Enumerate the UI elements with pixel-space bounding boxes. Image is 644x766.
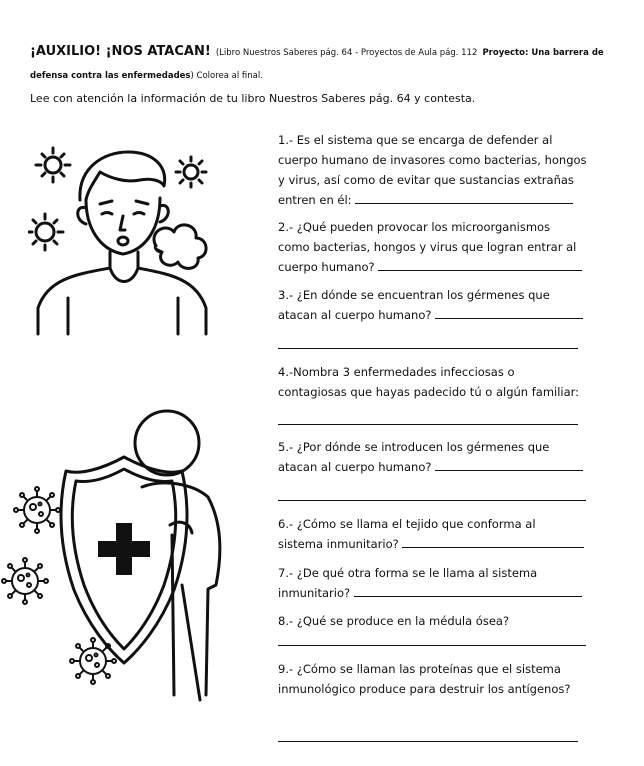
germ-icon <box>28 214 63 250</box>
instructions: Lee con atención la información de tu libro Nuestros Saberes pág. 64 y contesta. <box>30 92 476 105</box>
question-9: 9.- ¿Cómo se llaman las proteínas que el sistema inmunológico produce para destruir los antígenos? <box>278 662 571 696</box>
germ-icon <box>36 148 70 182</box>
germ-icon <box>176 157 206 187</box>
virus-icon <box>12 485 62 535</box>
answer-line-9[interactable] <box>278 741 578 742</box>
book-reference: (Libro Nuestros Saberes pág. 64 - Proyectos de Aula pág. 112 <box>215 48 478 58</box>
question-2: 2.- ¿Qué pueden provocar los microorganismos como bacterias, hongos y virus que logran entrar al cuerpo humano? <box>278 217 598 277</box>
question-7: 7.- ¿De qué otra forma se le llama al sistema inmunitario? <box>278 563 598 603</box>
question-5: 5.- ¿Por dónde se introducen los gérmenes que atacan al cuerpo humano? <box>278 437 598 477</box>
sick-person-icon <box>28 138 218 338</box>
worksheet-title: ¡AUXILIO! ¡NOS ATACAN! <box>30 44 211 59</box>
answer-line-1[interactable] <box>355 191 573 204</box>
answer-line-5b[interactable] <box>278 500 586 501</box>
answer-line-3b[interactable] <box>278 348 578 349</box>
question-1: 1.- Es el sistema que se encarga de defender al cuerpo humano de invasores como bacterias, hongos y virus, así como de evitar que sustancias extrañas entren en él: <box>278 133 587 207</box>
question-8: 8.- ¿Qué se produce en la médula ósea? <box>278 614 510 628</box>
answer-line-4[interactable] <box>278 424 578 425</box>
answer-line-7[interactable] <box>354 584 582 597</box>
answer-line-5[interactable] <box>435 458 583 471</box>
answer-line-6[interactable] <box>402 535 584 548</box>
question-4: 4.-Nombra 3 enfermedades infecciosas o contagiosas que hayas padecido tú o algún familiar: <box>278 365 580 399</box>
question-6: 6.- ¿Cómo se llama el tejido que conforma al sistema inmunitario? <box>278 514 598 554</box>
question-3: 3.- ¿En dónde se encuentran los gérmenes que atacan al cuerpo humano? <box>278 285 598 325</box>
virus-icon <box>0 556 50 606</box>
answer-line-3[interactable] <box>435 306 583 319</box>
worksheet-header <box>30 40 620 86</box>
answer-line-2[interactable] <box>378 258 582 271</box>
shield-person-icon <box>12 405 237 705</box>
reference-close: ) Colorea al final. <box>190 71 263 81</box>
project-label: Proyecto: Una barrera de defensa contra las enfermedades <box>30 48 604 81</box>
answer-line-8[interactable] <box>278 645 586 646</box>
virus-icon <box>68 636 118 686</box>
